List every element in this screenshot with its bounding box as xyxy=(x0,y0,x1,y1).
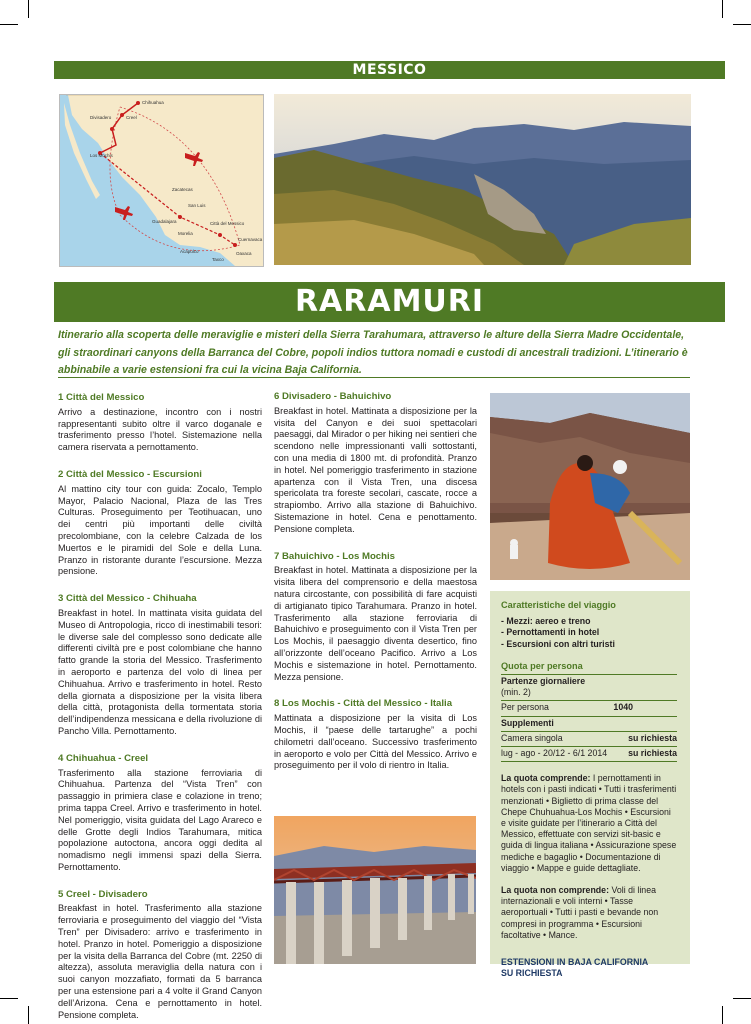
route-map xyxy=(59,94,264,267)
crop-mark xyxy=(722,0,723,18)
divider xyxy=(501,761,677,762)
day-text: Al mattino city tour con guida: Zocalo, Templo Mayor, Palacio Nacional, Plaza de las Tres Culturas. Proseguimento per Teotihuacan, uno dei centri più importanti delle civiltà precolombiane, con la celebre Calzada de los Muertos e le piramidi del Sole e della Luna. Pranzo in ristorante durante l’escursione. Mezza pensione. xyxy=(58,483,262,577)
map-label: Divisadero xyxy=(90,115,112,120)
itinerary-column-middle xyxy=(274,391,477,787)
includes-label: La quota comprende: xyxy=(501,773,591,784)
extensions-line: ESTENSIONI IN BAJA CALIFORNIA xyxy=(501,957,649,968)
map-label: Morelia xyxy=(178,231,193,236)
feature-item: - Mezzi: aereo e treno xyxy=(501,616,591,627)
supplements-label: Supplementi xyxy=(501,717,554,728)
map-label: Creel xyxy=(126,115,137,120)
day-heading: 7 Bahuichivo - Los Mochis xyxy=(274,550,396,562)
extensions-note xyxy=(501,957,677,979)
crop-mark xyxy=(28,1006,29,1024)
departures-label: Partenze giornaliere xyxy=(501,676,586,687)
tarahumara-women-photo xyxy=(490,393,690,580)
single-room-label: Camera singola xyxy=(501,732,563,743)
includes-paragraph xyxy=(501,773,677,874)
day-text: Breakfast in hotel. Mattinata a disposizione per la visita libera del comprensorio e della maestosa natura circostante, con possibilità di fare acquisti di artigianato tipico Tarahumara. Pranzo in hotel. Trasferimento alla stazione ferroviaria di Bahuichivo e proseguimento con il Vista Tren per Los Mochis, il paesaggio diventa desertico, fino all’orizzonte dell’oceano Pacifico. Arrivo a Los Mochis e sistemazione in hotel. Pernottamento. Mezza pensione. xyxy=(274,565,477,682)
map-label: Cuernavaca xyxy=(238,237,263,242)
period-label: lug - ago - 20/12 - 6/1 2014 xyxy=(501,748,608,759)
country-label: MESSICO xyxy=(352,62,427,78)
per-person-value: 1040 xyxy=(613,702,633,713)
per-person-label: Per persona xyxy=(501,702,549,713)
map-label: Chihuahua xyxy=(142,100,164,105)
includes-text: I pernottamenti in hotels con i pasti indicati • Tutti i trasferimenti menzionati • Biglietto di prima classe del Chepe Chuhuahua-Los Mochis • Escursioni e visite guidate per l’itinerario a Città del Messico, effettuate con servizi sit-basic e guida di lingua italiana • Assicurazione spese mediche e bagaglio • Documentazione di viaggio • Mappe e guide dettagliate. xyxy=(501,773,677,873)
canyon-photo xyxy=(274,94,691,265)
day-text: Breakfast in hotel. In mattinata visita guidata del Museo di Antropologia, ricco di inestimabili tesori: le diverse sale del complesso sono dedicate alle differenti civiltà pre e post colombiane che hanno fatto grande la storia del Messico. Trasferimento in aeroporto e partenza del volo di linea per Chihuahua. Arrivo e trasferimento in hotel. Resto della giornata a disposizione per la visita libera della città, protagonista della tormentata storia dell’indipendenza messicana e della rivoluzione di Pancho Villa. Pernottamento. xyxy=(58,607,262,736)
map-label: Taxco xyxy=(212,257,224,262)
supplement-row xyxy=(501,747,677,761)
departures-note: (min. 2) xyxy=(501,687,531,698)
crop-mark xyxy=(0,998,18,999)
title-band xyxy=(54,282,725,322)
crop-mark xyxy=(733,24,751,25)
map-label: San Luis xyxy=(188,203,206,208)
price-title: Quota per persona xyxy=(501,660,583,671)
map-label: Acapulco xyxy=(180,249,199,254)
map-label: Città del Messico xyxy=(210,221,245,226)
map-label: Los Mochis xyxy=(90,153,113,158)
intro-text: Itinerario alla scoperta delle meraviglie e misteri della Sierra Tarahumara, attraverso le alture della Sierra Madre Occidentale, gli straordinari canyons della Barranca del Cobre, popoli indios tuttora nomadi e custodi di ancestrali tradizioni. L’itinerario è abbinabile a varie estensioni fra cui la vicina Baja California. xyxy=(58,329,688,376)
day-text: Trasferimento alla stazione ferroviaria di Chihuahua. Partenza del “Vista Tren” con passaggio in primiera clase e colazione in treno; prima tappa Creel. Arrivo e trasferimento in hotel. Nel pomeriggio, visita guidata del Lago Arareco e delle Grotte degli Indios Tarahumara, mitica popolazione autoctona, ancora oggi dedita al nomadismo negli immensi spazi della Sierra. Pernottamento. xyxy=(58,767,262,872)
excludes-label: La quota non comprende: xyxy=(501,885,610,896)
day-heading: 8 Los Mochis - Città del Messico - Italia xyxy=(274,698,453,710)
day-text: Mattinata a disposizione per la visita di Los Mochis, il “paese delle tartarughe” a pochi chilometri dall’oceano. Successivo trasferimento in aeroporto e volo per Città del Messico. Arrivo e proseguimento per il volo di rientro in Italia. xyxy=(274,713,477,771)
map-label: Guadalajara xyxy=(152,219,177,224)
map-label: Oaxaca xyxy=(236,251,252,256)
crop-mark xyxy=(0,24,18,25)
features-title: Caratteristiche del viaggio xyxy=(501,600,616,610)
period-value: su richiesta xyxy=(628,748,677,759)
feature-item: - Pernottamenti in hotel xyxy=(501,627,600,638)
day-heading: 3 Città del Messico - Chihuaha xyxy=(58,593,197,605)
day-heading: 2 Città del Messico - Escursioni xyxy=(58,468,202,480)
single-room-value: su richiesta xyxy=(628,732,677,743)
day-text: Arrivo a destinazione, incontro con i nostri rappresentanti subito oltre il varco doganale e trasferimento presso l’hotel. Sistemazione nella camera riservata a pernottamento. xyxy=(58,406,262,453)
crop-mark xyxy=(733,998,751,999)
day-heading: 5 Creel - Divisadero xyxy=(58,888,148,900)
feature-item: - Escursioni con altri turisti xyxy=(501,638,615,649)
extensions-line: SU RICHIESTA xyxy=(501,968,563,979)
page-title: RARAMURI xyxy=(294,284,485,319)
crop-mark xyxy=(28,0,29,18)
excludes-paragraph xyxy=(501,885,677,941)
day-heading: 1 Città del Messico xyxy=(58,392,145,403)
day-heading: 4 Chihuahua - Creel xyxy=(58,752,149,764)
day-heading: 6 Divisadero - Bahuichivo xyxy=(274,391,392,402)
itinerary-column-left xyxy=(58,392,262,1021)
excludes-text: Voli di linea internazionali e voli interni • Tasse aeroportuali • Tutti i pasti e bevande non compresi in programma • Escursioni facoltative • Mance. xyxy=(501,885,659,940)
divider xyxy=(58,377,690,378)
day-text: Breakfast in hotel. Trasferimento alla stazione ferroviaria e proseguimento del viaggio del “Vista Tren” per Divisadero: arrivo e trasferimento in hotel. Pranzo in hotel. Pomeriggio a disposizione per la visita della Barranca del Cobre (mt. 2250 di altezza), assoluta meraviglia della natura con i suoi canyon mozzafiato, formati da 5 barranca per una estensione pari a 4 volte il Grand Canyon dell’Arizona. Cena e pernottamento in hotel. Pensione completa. xyxy=(58,903,262,1020)
day-text: Breakfast in hotel. Mattinata a disposizione per la visita del Canyon e dei suoi spettacolari paesaggi, dal Mirador o per hiking nei sentieri che scendono nelle impressionanti valli sottostanti, con una media di 1800 mt. di profondità. Pranzo in hotel. Nel pomeriggio trasferimento in stazione apartenza con il Vista Tren, una discesa spericolata tra foreste secolari, cascate, rocce a strapiombo. Arrivo alla stazione di Bahuichivo. Sistemazione in hotel. Cena e penottamento. Pensione completa. xyxy=(274,405,477,534)
price-row xyxy=(501,701,677,715)
crop-mark xyxy=(722,1006,723,1024)
trip-info-sidebar xyxy=(490,591,690,979)
features-list xyxy=(501,616,677,650)
train-bridge-photo xyxy=(274,816,476,964)
country-band xyxy=(54,61,725,79)
map-label: Zacatecas xyxy=(172,187,193,192)
supplement-row xyxy=(501,732,677,746)
